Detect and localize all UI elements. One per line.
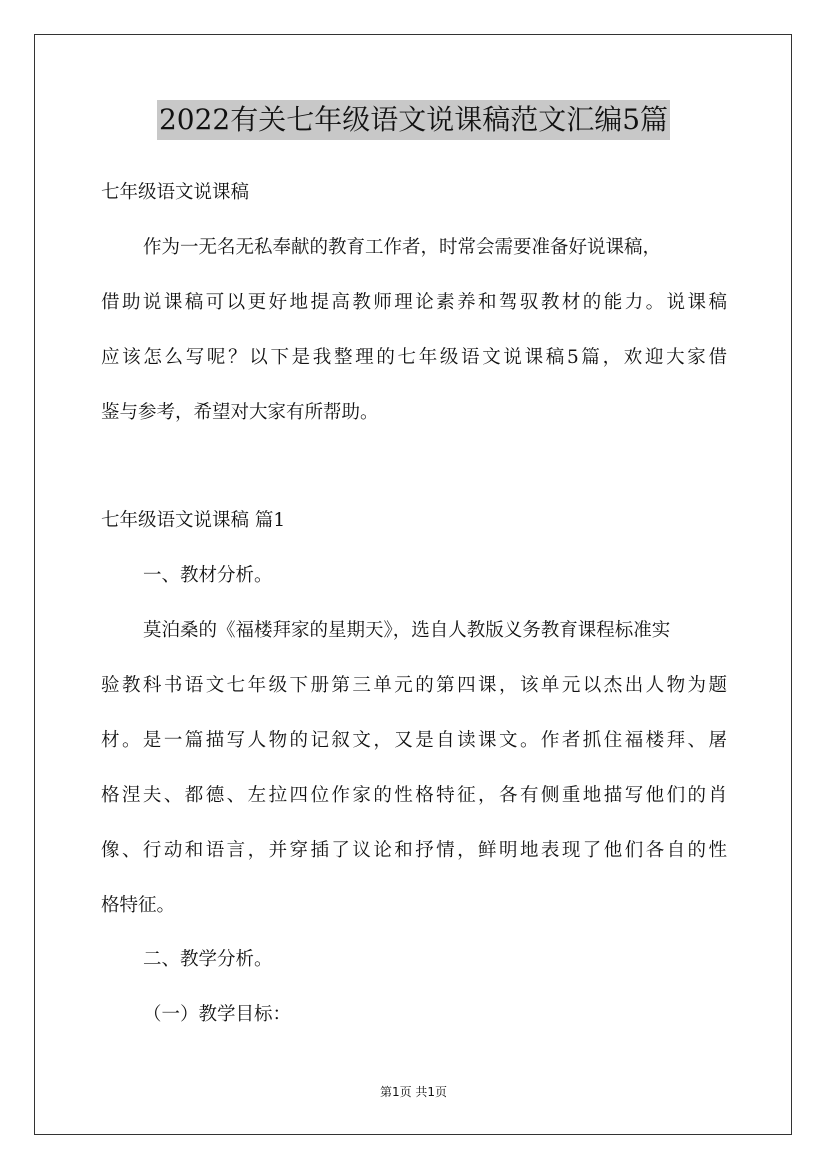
paragraph-line: 鉴与参考，希望对大家有所帮助。 xyxy=(101,402,379,423)
paragraph-line: （一）教学目标： xyxy=(143,1004,292,1025)
section-heading: 七年级语文说课稿 xyxy=(101,182,250,203)
page-footer: 第1页 共1页 xyxy=(379,1085,448,1099)
paragraph-line: 应该怎么写呢？以下是我整理的七年级语文说课稿5篇，欢迎大家借 xyxy=(101,347,727,368)
paragraph-line: 借助说课稿可以更好地提高教师理论素养和驾驭教材的能力。说课稿 xyxy=(101,292,727,313)
paragraph-line: 一、教材分析。 xyxy=(143,565,273,586)
paragraph-line: 格特征。 xyxy=(101,895,176,916)
paragraph-line: 二、教学分析。 xyxy=(143,949,273,970)
paragraph-line: 莫泊桑的《福楼拜家的星期天》，选自人教版义务教育课程标准实 xyxy=(143,620,671,641)
paragraph-line: 材。是一篇描写人物的记叙文，又是自读课文。作者抓住福楼拜、屠 xyxy=(101,730,727,751)
paragraph-line: 验教科书语文七年级下册第三单元的第四课，该单元以杰出人物为题 xyxy=(101,675,727,696)
section-heading: 七年级语文说课稿 篇1 xyxy=(101,510,286,531)
title-container xyxy=(0,100,827,140)
paragraph-line: 格涅夫、都德、左拉四位作家的性格特征，各有侧重地描写他们的肖 xyxy=(101,785,727,806)
paragraph-line: 作为一无名无私奉献的教育工作者，时常会需要准备好说课稿， xyxy=(143,237,662,258)
paragraph-line: 像、行动和语言，并穿插了议论和抒情，鲜明地表现了他们各自的性 xyxy=(101,840,727,861)
document-title: 2022有关七年级语文说课稿范文汇编5篇 xyxy=(157,100,670,140)
